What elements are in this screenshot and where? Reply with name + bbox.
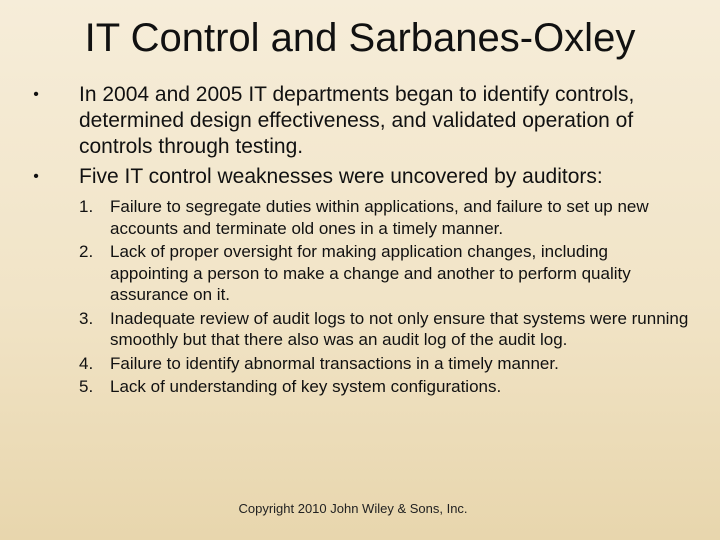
- item-text: Failure to segregate duties within applications, and failure to set up new accounts and terminate old ones in a timely manner.: [110, 197, 649, 238]
- bullet-text: Five IT control weaknesses were uncovered by auditors:: [79, 165, 603, 188]
- bullet-list: [28, 82, 700, 194]
- bullet-marker: •: [33, 168, 39, 185]
- weakness-item: [79, 376, 689, 398]
- bullet-item: [28, 164, 700, 190]
- weakness-item: [79, 308, 689, 351]
- copyright-footer: Copyright 2010 John Wiley & Sons, Inc.: [238, 501, 468, 516]
- weakness-item: [79, 353, 689, 375]
- item-number: 2.: [79, 242, 94, 261]
- item-number: 1.: [79, 197, 94, 216]
- item-text: Lack of proper oversight for making application changes, including appointing a person to make a change and another to perform quality assurance on it.: [110, 242, 631, 304]
- item-text: Failure to identify abnormal transactions in a timely manner.: [110, 353, 559, 373]
- weakness-list: [79, 196, 689, 400]
- item-number: 3.: [79, 308, 94, 328]
- item-text: Inadequate review of audit logs to not only ensure that systems were running smoothly but that there also was an audit log of the audit log.: [110, 308, 689, 349]
- weakness-item: [79, 196, 689, 239]
- bullet-marker: •: [33, 86, 39, 103]
- bullet-item: [28, 82, 700, 160]
- item-number: 4.: [79, 353, 94, 373]
- bullet-text: In 2004 and 2005 IT departments began to identify controls, determined design effectiveness, and validated operation of controls through testing.: [79, 83, 635, 158]
- slide-title: IT Control and Sarbanes-Oxley: [84, 16, 636, 60]
- item-text: Lack of understanding of key system configurations.: [110, 377, 502, 396]
- weakness-item: [79, 241, 689, 306]
- item-number: 5.: [79, 377, 94, 396]
